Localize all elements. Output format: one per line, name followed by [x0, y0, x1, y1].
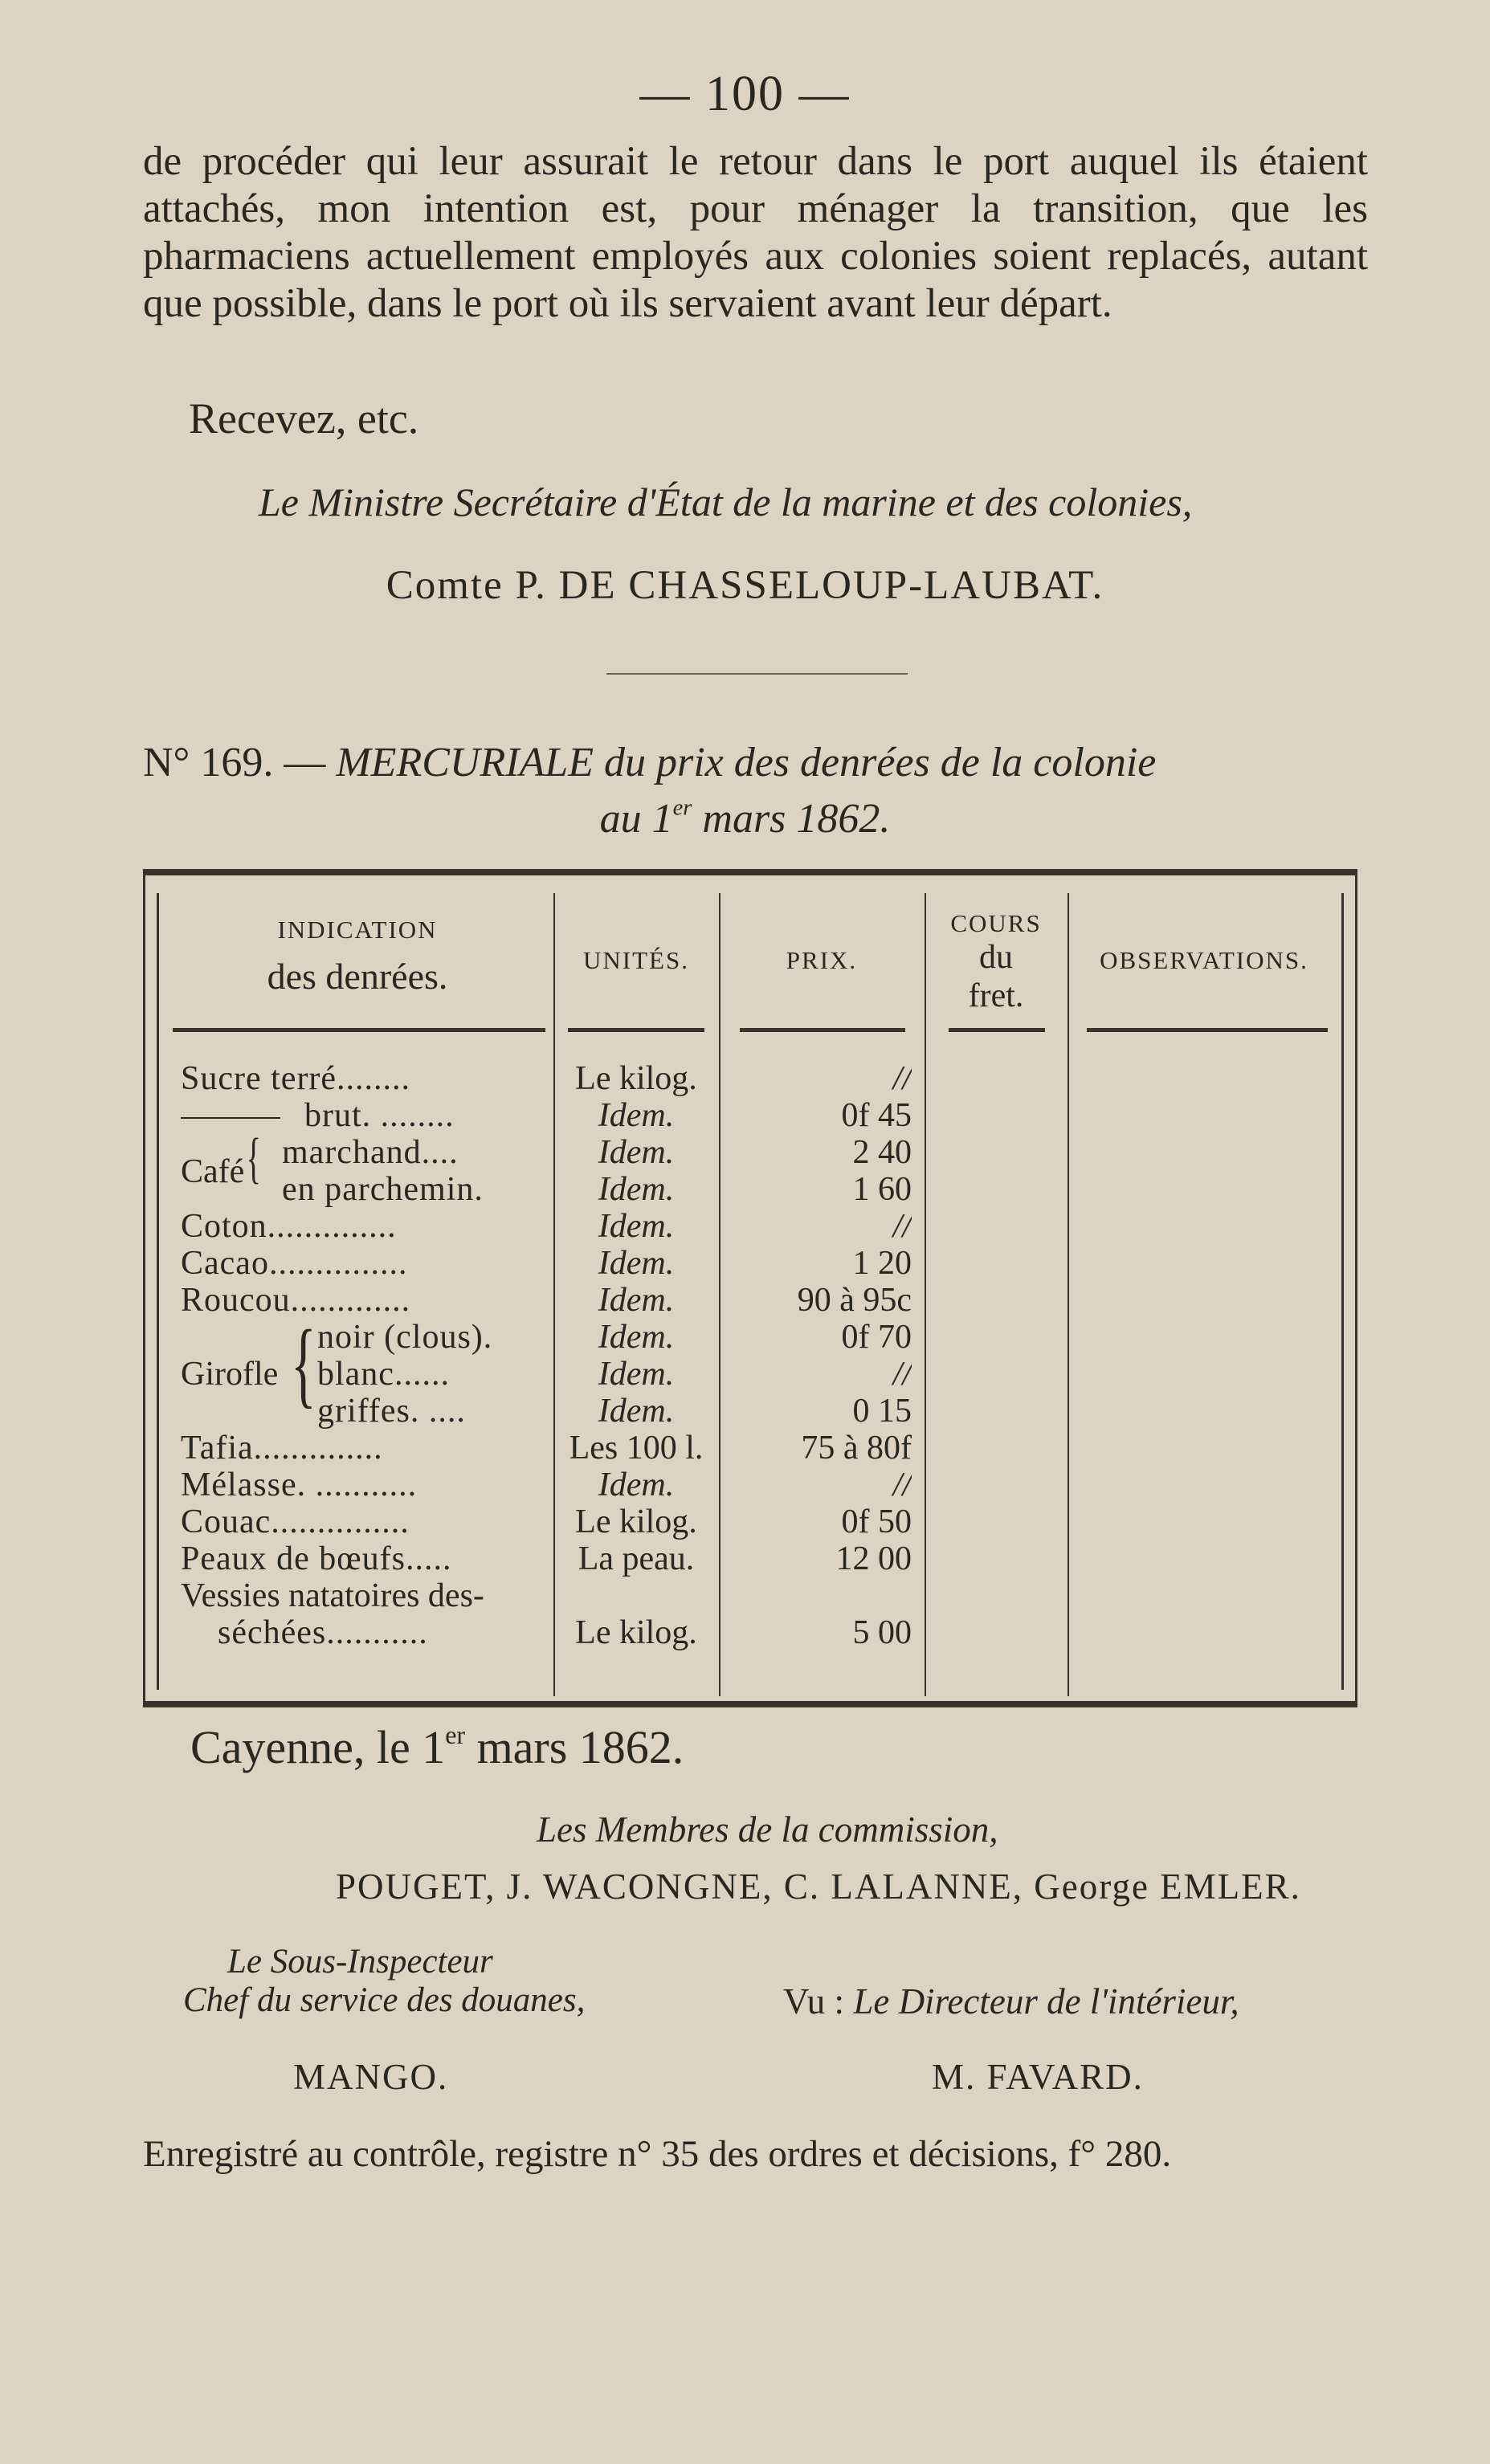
- footer-place-sup: er: [445, 1721, 466, 1750]
- decree-date-sup: er: [672, 795, 692, 821]
- row-price: 0f 50: [841, 1503, 912, 1540]
- row-unit: Idem.: [598, 1356, 675, 1393]
- header-prix: [719, 946, 925, 975]
- registration-note: Enregistré au contrôle, registre n° 35 des ordres et décisions, f° 280.: [143, 2133, 1172, 2175]
- row-unit: Idem.: [598, 1134, 675, 1171]
- row-price: 12 00: [835, 1540, 912, 1577]
- vu-prefix: Vu :: [783, 1981, 854, 2021]
- ditto-dash: [181, 1117, 280, 1119]
- table-row: [145, 1503, 1355, 1540]
- row-name: griffes. ....: [317, 1393, 466, 1430]
- row-price: //: [892, 1356, 912, 1393]
- decree-title: MERCURIALE du prix des denrées de la colonie: [336, 740, 1157, 785]
- row-name: Tafia..............: [181, 1430, 383, 1467]
- row-name: en parchemin.: [282, 1171, 484, 1208]
- row-unit: Idem.: [598, 1171, 675, 1208]
- row-unit: Idem.: [598, 1319, 675, 1356]
- row-name: Couac...............: [181, 1503, 410, 1540]
- header-observations-label: OBSERVATIONS.: [1100, 946, 1308, 974]
- table-row: [145, 1430, 1355, 1467]
- header-indication-sub: des denrées.: [267, 955, 448, 997]
- footer-place-prefix: Cayenne, le 1: [190, 1721, 446, 1773]
- minister-name: Comte P. DE CHASSELOUP-LAUBAT.: [386, 563, 1104, 608]
- row-price: 2 40: [852, 1134, 912, 1171]
- row-unit: Idem.: [598, 1097, 675, 1134]
- sub-inspector-line-2: Chef du service des douanes,: [183, 1981, 586, 2019]
- row-name: Peaux de bœufs.....: [181, 1540, 452, 1577]
- footer-place-date: [190, 1720, 684, 1774]
- row-unit: La peau.: [578, 1540, 695, 1577]
- row-name: Coton..............: [181, 1208, 397, 1245]
- table-row: [145, 1097, 1355, 1134]
- header-cours-du: du: [979, 938, 1013, 976]
- brace-girofle: {: [290, 1310, 316, 1417]
- vu-title: Le Directeur de l'intérieur,: [853, 1981, 1239, 2021]
- table-row: [145, 1614, 1355, 1651]
- header-underline: [740, 1028, 905, 1032]
- footer-place-suffix: mars 1862.: [465, 1721, 684, 1773]
- row-price: 0f 45: [841, 1097, 912, 1134]
- row-price: 90 à 95c: [797, 1282, 912, 1319]
- header-indication: [161, 916, 553, 998]
- minister-title: Le Ministre Secrétaire d'État de la marine et des colonies,: [259, 479, 1193, 524]
- row-price: 5 00: [852, 1614, 912, 1651]
- sub-inspector-name: MANGO.: [293, 2057, 449, 2097]
- header-unites: [553, 946, 719, 975]
- table-row: [145, 1060, 1355, 1097]
- price-table: [143, 869, 1357, 1707]
- members-title: Les Membres de la commission,: [537, 1809, 998, 1850]
- row-name: Roucou.............: [181, 1282, 411, 1319]
- row-name: séchées...........: [218, 1614, 428, 1651]
- table-row: [145, 1282, 1355, 1319]
- decree-date-prefix: au 1: [599, 796, 673, 842]
- header-cours: [925, 909, 1067, 1015]
- row-name: Cacao...............: [181, 1245, 408, 1282]
- decree-heading: [143, 739, 1368, 786]
- sub-inspector-line-1: Le Sous-Inspecteur: [227, 1943, 493, 1981]
- header-unites-label: UNITÉS.: [583, 946, 689, 974]
- row-price: 0f 70: [841, 1319, 912, 1356]
- row-unit: Idem.: [598, 1208, 675, 1245]
- group-label-cafe: Café: [181, 1153, 245, 1190]
- table-row: [145, 1171, 1355, 1208]
- row-unit: Les 100 l.: [569, 1430, 704, 1467]
- header-cours-caps: COURS: [950, 909, 1042, 937]
- director-name: M. FAVARD.: [932, 2057, 1144, 2097]
- row-price: //: [892, 1060, 912, 1097]
- row-name: Vessies natatoires des-: [181, 1577, 484, 1614]
- row-unit: Le kilog.: [575, 1614, 697, 1651]
- row-name: [181, 1097, 574, 1134]
- table-row: [145, 1356, 1355, 1393]
- row-name: Sucre terré........: [181, 1060, 411, 1097]
- group-label-girofle: Girofle: [181, 1356, 279, 1393]
- table-row: [145, 1319, 1355, 1356]
- row-unit: Idem.: [598, 1467, 675, 1503]
- row-price: 1 60: [852, 1171, 912, 1208]
- brace-cafe: {: [246, 1128, 262, 1189]
- header-underline: [173, 1028, 545, 1032]
- header-observations: [1067, 946, 1341, 975]
- row-name: blanc......: [317, 1356, 450, 1393]
- section-rule: [606, 673, 908, 675]
- page-number: — 100 —: [639, 67, 851, 121]
- header-cours-fret: fret.: [968, 977, 1024, 1014]
- table-row: [145, 1134, 1355, 1171]
- header-underline: [568, 1028, 704, 1032]
- header-underline: [1087, 1028, 1328, 1032]
- table-row: [145, 1577, 1355, 1614]
- row-price: //: [892, 1208, 912, 1245]
- row-unit: Idem.: [598, 1393, 675, 1430]
- row-unit: Idem.: [598, 1282, 675, 1319]
- header-prix-label: PRIX.: [786, 946, 858, 974]
- table-row: [145, 1467, 1355, 1503]
- row-price: 0 15: [852, 1393, 912, 1430]
- decree-number: N° 169. —: [143, 740, 326, 785]
- row-name: Mélasse. ...........: [181, 1467, 418, 1503]
- row-price: //: [892, 1467, 912, 1503]
- table-row: [145, 1540, 1355, 1577]
- decree-date: [0, 795, 1490, 842]
- body-paragraph: de procéder qui leur assurait le retour dans le port auquel ils étaient attachés, mon intention est, pour ménager la transition, que les pharmaciens actuellement employés aux colonies soient replacés, autant que possible, dans le port où ils servaient avant leur départ.: [143, 139, 1368, 326]
- table-row: [145, 1393, 1355, 1430]
- closing-salutation: Recevez, etc.: [189, 394, 419, 443]
- row-name-text: brut. ........: [304, 1097, 455, 1134]
- row-unit: Le kilog.: [575, 1060, 697, 1097]
- row-name: marchand....: [282, 1134, 459, 1171]
- header-underline: [949, 1028, 1045, 1032]
- table-row: [145, 1208, 1355, 1245]
- row-name: noir (clous).: [317, 1319, 493, 1356]
- director-visa: [783, 1981, 1239, 2022]
- row-price: 75 à 80f: [801, 1430, 912, 1467]
- table-row: [145, 1245, 1355, 1282]
- header-indication-caps: INDICATION: [277, 916, 438, 944]
- row-price: 1 20: [852, 1245, 912, 1282]
- decree-date-suffix: mars 1862.: [692, 796, 891, 842]
- members-names: POUGET, J. WACONGNE, C. LALANNE, George EMLER.: [336, 1866, 1301, 1907]
- row-unit: Idem.: [598, 1245, 675, 1282]
- row-unit: Le kilog.: [575, 1503, 697, 1540]
